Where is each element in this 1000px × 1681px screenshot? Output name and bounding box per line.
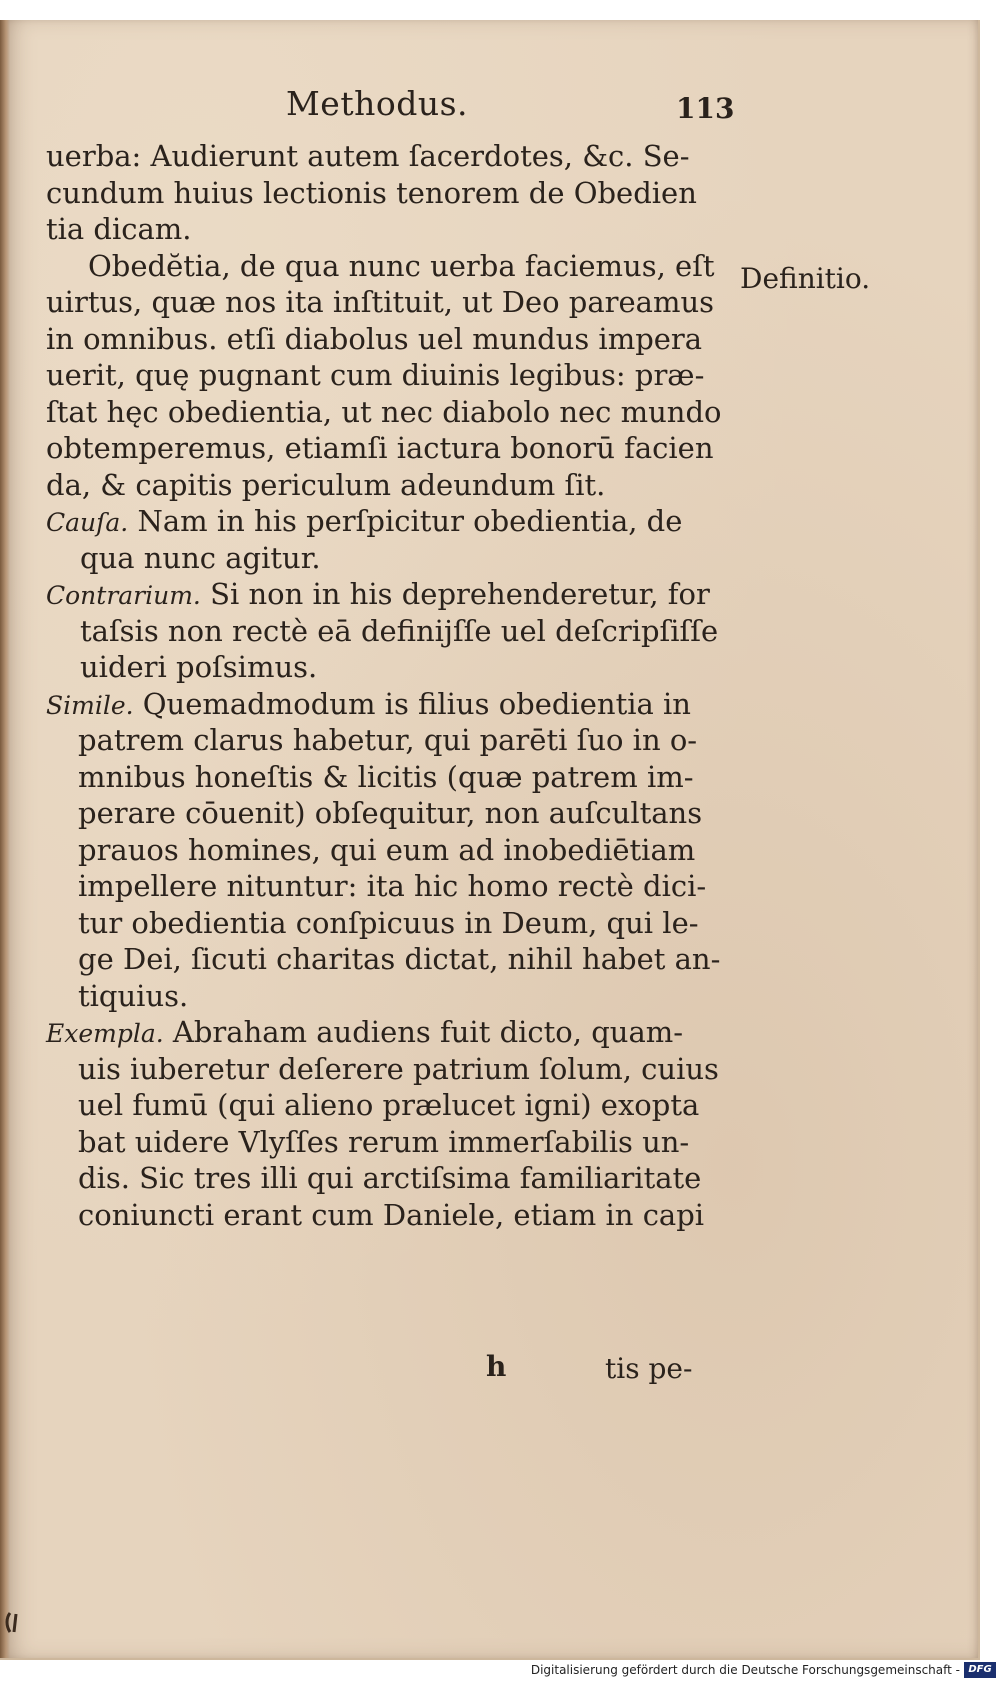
text-line: ſtat hęc obedientia, ut nec diabolo nec mundo	[46, 394, 722, 429]
line-text: Si non in his deprehenderetur, for	[210, 577, 710, 611]
text-line: Obedĕtia, de qua nunc uerba faciemus, eſt	[88, 248, 715, 283]
binding-edge	[0, 20, 10, 1658]
footer-bar	[0, 1661, 1000, 1681]
page-corner-mark	[4, 1610, 28, 1643]
body-text	[46, 138, 726, 1233]
text-line	[46, 1014, 726, 1051]
line-text: Abraham audiens fuit dicto, quam-	[172, 1015, 684, 1049]
line-text: Nam in his perſpicitur obedientia, de	[137, 504, 683, 538]
text-line: uerit, quę pugnant cum diuinis legibus: præ-	[46, 358, 705, 392]
text-line: tur obedientia conſpicuus in Deum, qui le-	[78, 905, 699, 940]
text-line: tia dicam.	[46, 212, 192, 246]
text-line: cundum huius lectionis tenorem de Obedien	[46, 175, 697, 210]
line-text: Quemadmodum is filius obedientia in	[142, 686, 691, 721]
text-line: da, & capitis periculum adeundum ſit.	[46, 467, 606, 502]
text-line: prauos homines, qui eum ad inobediētiam	[78, 832, 696, 867]
text-line: qua nunc agitur.	[80, 540, 321, 575]
text-line	[46, 503, 726, 540]
running-head: Methodus.	[286, 84, 469, 123]
text-line	[46, 686, 726, 723]
text-line: uideri poſsimus.	[80, 650, 318, 684]
text-line: bat uidere Vlyſſes rerum immerſabilis un-	[78, 1124, 690, 1159]
text-line	[46, 576, 726, 613]
text-line: ge Dei, ſicuti charitas dictat, nihil habet an-	[78, 942, 721, 976]
text-line: uirtus, quæ nos ita inſtituit, ut Deo pareamus	[46, 285, 715, 319]
section-label-exempla: Exempla.	[46, 1019, 164, 1048]
section-label-contrarium: Contrarium.	[46, 581, 201, 610]
margin-note-definitio: Definitio.	[740, 262, 871, 295]
text-line: obtemperemus, etiamſi iactura bonorū facien	[46, 431, 714, 465]
corner-ink-icon	[4, 1610, 28, 1636]
text-line: perare cōuenit) obſequitur, non auſcultans	[78, 796, 703, 830]
text-line: uel fumū (qui alieno prælucet igni) exopta	[78, 1088, 700, 1122]
text-line: tiquius.	[78, 978, 189, 1013]
text-line: patrem clarus habetur, qui parēti ſuo in o-	[78, 723, 698, 757]
section-label-causa: Cauſa.	[46, 508, 129, 537]
signature-mark: h	[486, 1350, 507, 1383]
section-label-simile: Simile.	[46, 690, 134, 720]
text-line: uis iuberetur deſerere patrium ſolum, cuius	[78, 1051, 719, 1086]
text-line: in omnibus. etſi diabolus uel mundus impera	[46, 321, 703, 356]
text-line: dis. Sic tres illi qui arctiſsima familiaritate	[78, 1161, 702, 1195]
text-line: mnibus honeſtis & licitis (quæ patrem im-	[78, 759, 694, 794]
footer-credit: Digitalisierung gefördert durch die Deutsche Forschungsgemeinschaft -	[530, 1663, 960, 1677]
catchword: tis pe-	[605, 1352, 693, 1385]
page-number: 113	[676, 92, 735, 125]
dfg-logo-icon: DFG	[964, 1662, 996, 1678]
text-line: taſsis non rectè eā definijſſe uel deſcripſiſſe	[80, 613, 719, 648]
text-line: uerba: Audierunt autem ſacerdotes, &c. Se-	[46, 139, 690, 173]
text-line: impellere nituntur: ita hic homo rectè dici-	[78, 869, 707, 903]
text-line: coniuncti erant cum Daniele, etiam in capi	[78, 1197, 705, 1232]
